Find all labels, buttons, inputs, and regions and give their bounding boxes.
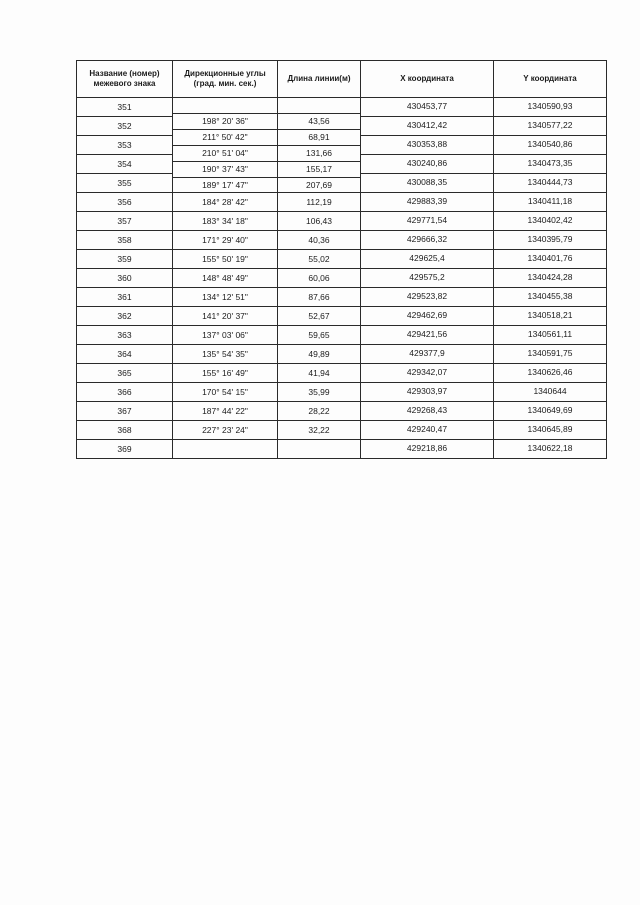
x-coordinate-cell: 429625,4 xyxy=(361,250,494,269)
header-line-length: Длина линии(м) xyxy=(278,61,361,98)
table-row xyxy=(77,98,607,114)
y-coordinate-cell: 1340411,18 xyxy=(494,193,607,212)
x-coordinate-cell: 430088,35 xyxy=(361,174,494,193)
marker-name-cell: 358 xyxy=(77,231,173,250)
marker-name-cell: 362 xyxy=(77,307,173,326)
line-length-cell: 60,06 xyxy=(278,269,361,288)
marker-name-cell: 360 xyxy=(77,269,173,288)
direction-angle-cell: 148° 48' 49" xyxy=(173,269,278,288)
y-coordinate-cell: 1340395,79 xyxy=(494,231,607,250)
table-body xyxy=(77,98,607,459)
line-length-cell: 207,69 xyxy=(278,177,361,193)
line-length-cell: 28,22 xyxy=(278,402,361,421)
direction-angle-cell: 227° 23' 24" xyxy=(173,421,278,440)
direction-angle-cell: 190° 37' 43" xyxy=(173,161,278,177)
line-length-cell: 59,65 xyxy=(278,326,361,345)
line-length-cell: 52,67 xyxy=(278,307,361,326)
x-coordinate-cell: 429268,43 xyxy=(361,402,494,421)
y-coordinate-cell: 1340626,46 xyxy=(494,364,607,383)
marker-name-cell: 366 xyxy=(77,383,173,402)
table-header-row xyxy=(77,61,607,98)
header-y-coordinate: Y координата xyxy=(494,61,607,98)
x-coordinate-cell: 429575,2 xyxy=(361,269,494,288)
y-coordinate-cell: 1340649,69 xyxy=(494,402,607,421)
marker-name-cell: 365 xyxy=(77,364,173,383)
direction-angle-cell: 184° 28' 42" xyxy=(173,193,278,212)
line-length-cell: 49,89 xyxy=(278,345,361,364)
header-direction-angle: Дирекционные углы (град. мин. сек.) xyxy=(173,61,278,98)
marker-name-cell: 364 xyxy=(77,345,173,364)
marker-name-cell: 367 xyxy=(77,402,173,421)
direction-angle-cell: 135° 54' 35" xyxy=(173,345,278,364)
x-coordinate-cell: 429342,07 xyxy=(361,364,494,383)
line-length-cell: 112,19 xyxy=(278,193,361,212)
header-x-coordinate: X координата xyxy=(361,61,494,98)
angle-cell-empty xyxy=(173,440,278,459)
y-coordinate-cell: 1340644 xyxy=(494,383,607,402)
direction-angle-cell: 189° 17' 47" xyxy=(173,177,278,193)
y-coordinate-cell: 1340455,38 xyxy=(494,288,607,307)
marker-name-cell: 363 xyxy=(77,326,173,345)
direction-angle-cell: 210° 51' 04" xyxy=(173,145,278,161)
direction-angle-cell: 187° 44' 22" xyxy=(173,402,278,421)
length-cell-empty xyxy=(278,440,361,459)
line-length-cell: 87,66 xyxy=(278,288,361,307)
marker-name-cell: 361 xyxy=(77,288,173,307)
direction-angle-cell: 198° 20' 36" xyxy=(173,113,278,129)
x-coordinate-cell: 430453,77 xyxy=(361,98,494,117)
line-length-cell: 68,91 xyxy=(278,129,361,145)
line-length-cell: 32,22 xyxy=(278,421,361,440)
y-coordinate-cell: 1340402,42 xyxy=(494,212,607,231)
marker-name-cell: 359 xyxy=(77,250,173,269)
y-coordinate-cell: 1340590,93 xyxy=(494,98,607,117)
y-coordinate-cell: 1340645,89 xyxy=(494,421,607,440)
x-coordinate-cell: 429883,39 xyxy=(361,193,494,212)
direction-angle-cell: 134° 12' 51" xyxy=(173,288,278,307)
y-coordinate-cell: 1340591,75 xyxy=(494,345,607,364)
length-cell-empty xyxy=(278,98,361,114)
line-length-cell: 155,17 xyxy=(278,161,361,177)
x-coordinate-cell: 429377,9 xyxy=(361,345,494,364)
x-coordinate-cell: 430353,88 xyxy=(361,136,494,155)
direction-angle-cell: 155° 50' 19" xyxy=(173,250,278,269)
direction-angle-cell: 170° 54' 15" xyxy=(173,383,278,402)
line-length-cell: 106,43 xyxy=(278,212,361,231)
y-coordinate-cell: 1340540,86 xyxy=(494,136,607,155)
x-coordinate-cell: 429523,82 xyxy=(361,288,494,307)
x-coordinate-cell: 429240,47 xyxy=(361,421,494,440)
marker-name-cell: 369 xyxy=(77,440,173,459)
x-coordinate-cell: 429462,69 xyxy=(361,307,494,326)
marker-name-cell: 352 xyxy=(77,117,173,136)
y-coordinate-cell: 1340401,76 xyxy=(494,250,607,269)
direction-angle-cell: 141° 20' 37" xyxy=(173,307,278,326)
boundary-coordinates-table xyxy=(76,60,607,459)
marker-name-cell: 354 xyxy=(77,155,173,174)
line-length-cell: 55,02 xyxy=(278,250,361,269)
direction-angle-cell: 211° 50' 42" xyxy=(173,129,278,145)
line-length-cell: 43,56 xyxy=(278,113,361,129)
line-length-cell: 35,99 xyxy=(278,383,361,402)
header-marker-name: Название (номер) межевого знака xyxy=(77,61,173,98)
x-coordinate-cell: 430412,42 xyxy=(361,117,494,136)
x-coordinate-cell: 429303,97 xyxy=(361,383,494,402)
x-coordinate-cell: 429421,56 xyxy=(361,326,494,345)
direction-angle-cell: 155° 16' 49" xyxy=(173,364,278,383)
direction-angle-cell: 183° 34' 18" xyxy=(173,212,278,231)
line-length-cell: 40,36 xyxy=(278,231,361,250)
y-coordinate-cell: 1340424,28 xyxy=(494,269,607,288)
marker-name-cell: 353 xyxy=(77,136,173,155)
x-coordinate-cell: 429218,86 xyxy=(361,440,494,459)
marker-name-cell: 356 xyxy=(77,193,173,212)
direction-angle-cell: 171° 29' 40" xyxy=(173,231,278,250)
y-coordinate-cell: 1340473,35 xyxy=(494,155,607,174)
direction-angle-cell: 137° 03' 06" xyxy=(173,326,278,345)
y-coordinate-cell: 1340518,21 xyxy=(494,307,607,326)
x-coordinate-cell: 429771,54 xyxy=(361,212,494,231)
marker-name-cell: 355 xyxy=(77,174,173,193)
marker-name-cell: 357 xyxy=(77,212,173,231)
x-coordinate-cell: 430240,86 xyxy=(361,155,494,174)
line-length-cell: 131,66 xyxy=(278,145,361,161)
y-coordinate-cell: 1340622,18 xyxy=(494,440,607,459)
y-coordinate-cell: 1340444,73 xyxy=(494,174,607,193)
marker-name-cell: 368 xyxy=(77,421,173,440)
x-coordinate-cell: 429666,32 xyxy=(361,231,494,250)
marker-name-cell: 351 xyxy=(77,98,173,117)
y-coordinate-cell: 1340577,22 xyxy=(494,117,607,136)
angle-cell-empty xyxy=(173,98,278,114)
line-length-cell: 41,94 xyxy=(278,364,361,383)
y-coordinate-cell: 1340561,11 xyxy=(494,326,607,345)
